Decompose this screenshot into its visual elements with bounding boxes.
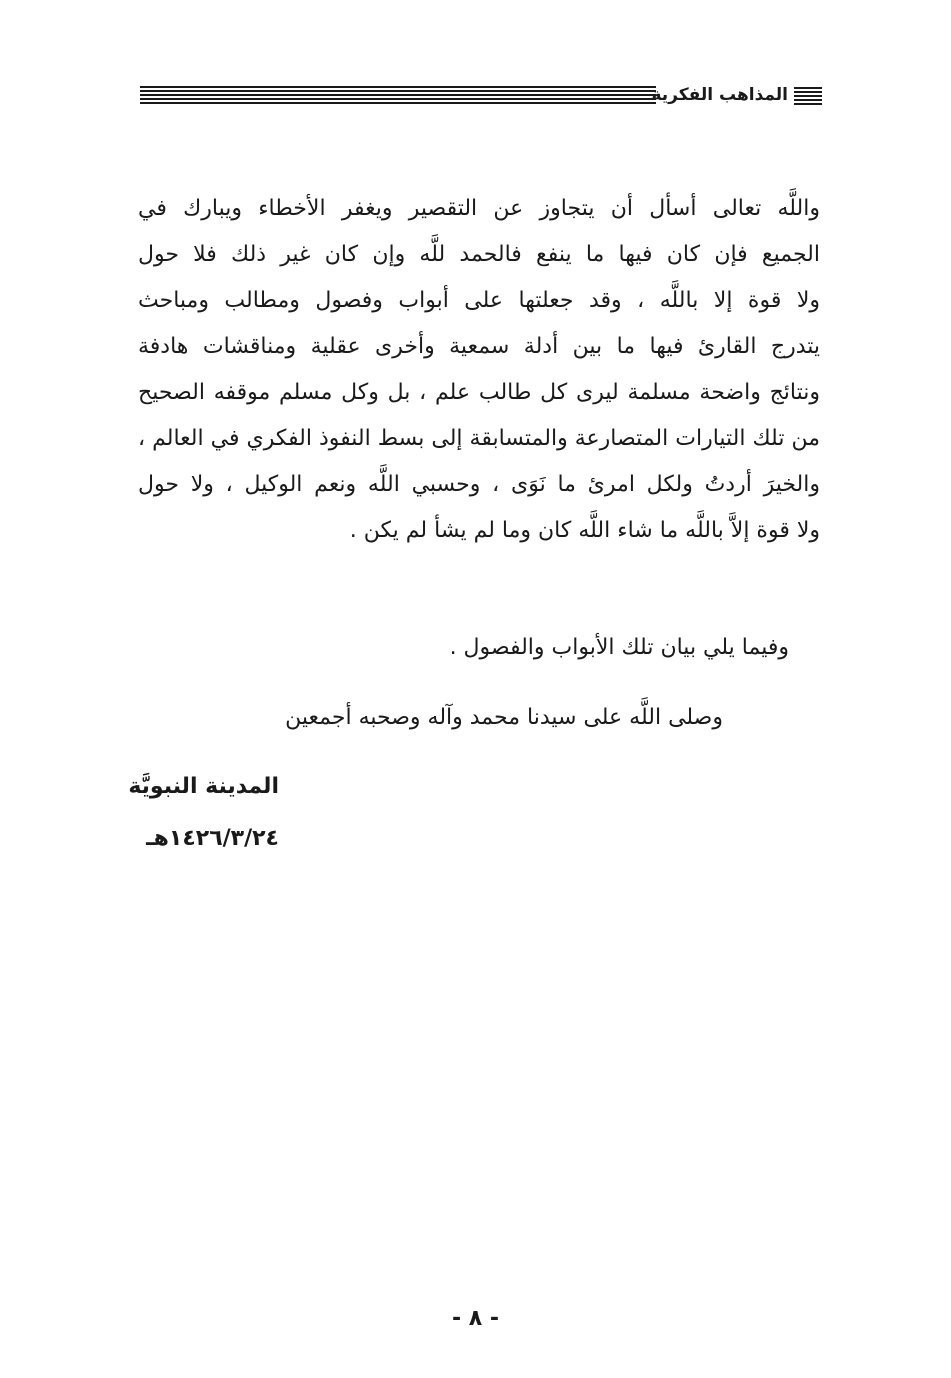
closing-prayer: وصلى اللَّه على سيدنا محمد وآله وصحبه أجمعين — [285, 705, 723, 730]
paragraph-line: ونتائج واضحة مسلمة ليرى كل طالب علم ، بل وكل مسلم موقفه الصحيح — [138, 380, 820, 405]
paragraph-line: الجميع فإن كان فيها ما ينفع فالحمد للَّه وإن كان غير ذلك فلا حول — [138, 242, 820, 267]
running-header — [140, 84, 822, 108]
signature-place: المدينة النبويَّة — [128, 774, 279, 799]
body-paragraph — [138, 186, 820, 554]
header-ornament — [794, 87, 822, 105]
paragraph-line: من تلك التيارات المتصارعة والمتسابقة إلى بسط النفوذ الفكري في العالم ، — [138, 426, 820, 451]
paragraph-line: والخيرَ أردتُ ولكل امرئ ما نَوَى ، وحسبي اللَّه ونعم الوكيل ، ولا حول — [138, 472, 820, 497]
paragraph-line: ولا قوة إلاَّ باللَّه ما شاء اللَّه كان وما لم يشأ لم يكن . — [349, 518, 820, 543]
paragraph-line: واللَّه تعالى أسأل أن يتجاوز عن التقصير ويغفر الأخطاء ويبارك في — [138, 196, 820, 221]
page-number: - ٨ - — [451, 1306, 500, 1331]
header-title: المذاهب الفكرية — [651, 85, 788, 105]
following-sentence: وفيما يلي بيان تلك الأبواب والفصول . — [449, 635, 789, 660]
paragraph-line: يتدرج القارئ فيها ما بين أدلة سمعية وأخرى عقلية ومناقشات هادفة — [138, 334, 820, 359]
signature-date: ١٤٢٦/٣/٢٤هـ — [146, 826, 279, 851]
header-rule — [140, 84, 656, 108]
paragraph-line: ولا قوة إلا باللَّه ، وقد جعلتها على أبواب وفصول ومطالب ومباحث — [138, 288, 820, 313]
